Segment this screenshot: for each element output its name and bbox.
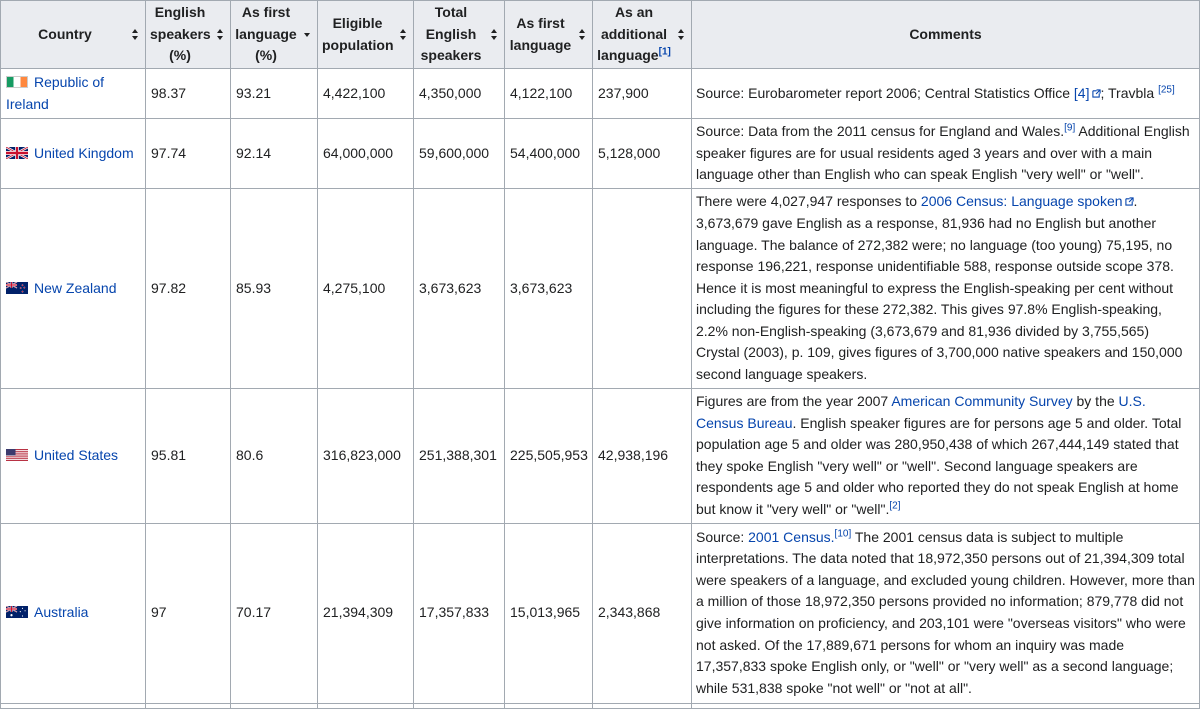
country-link[interactable]: New Zealand [34, 279, 117, 296]
external-link-icon [1125, 197, 1134, 206]
country-cell [1, 69, 146, 119]
reference-link[interactable]: [10] [834, 528, 852, 540]
sort-descending-icon[interactable] [303, 33, 311, 39]
additional-language-cell: 42,938,196 [593, 389, 692, 524]
column-header-additional-language[interactable]: As an additional language[1] [593, 1, 692, 69]
country-link[interactable]: Republic of Ireland [6, 73, 105, 112]
column-header-country[interactable]: Country [1, 1, 146, 69]
reference-link[interactable]: [25] [1158, 84, 1175, 96]
additional-language-cell [593, 189, 692, 389]
sort-icon[interactable] [131, 29, 139, 41]
american-community-survey-link[interactable]: American Community Survey [891, 393, 1073, 409]
comment-cell: Figures are from the year 2007 American Community Survey by the U.S. Census Bureau. English speaker figures are for persons age 5 and older. Total population age 5 and older was 280,950,438 of which 267,444,149 stated that they spoke English "very well" or "well". Second language speakers are respondents age 5 and older who reported they do not speak English at home but know it "very well" or "well".[2] [692, 389, 1200, 524]
external-link[interactable]: 2006 Census: Language spoken [920, 193, 1123, 210]
reference-link[interactable]: [2] [889, 500, 901, 512]
first-language-cell: 3,673,623 [505, 189, 593, 389]
first-language-pct-cell: 80.6 [231, 389, 318, 524]
reference-link[interactable]: [9] [1064, 122, 1076, 134]
ireland-flag-icon [6, 76, 28, 88]
sort-icon[interactable] [677, 29, 685, 41]
census-2001-link[interactable]: 2001 Census. [748, 528, 835, 545]
sort-icon[interactable] [216, 29, 224, 41]
comment-cell: There were 4,027,947 responses to 2006 Census: Language spoken . 3,673,679 gave English as a response, 81,936 had no English but another language. The balance of 272,382 were; no language (too young) 75,195, no response 196,221, response unidentifiable 588, response outside scope 378. Hence it is most meaningful to express the English-speaking per cent without including the figures for these 272,382. This gives 97.8% English-speaking, 2.2% non-English-speaking (3,673,679 and 81,936 divided by 3,755,565) Crystal (2003), p. 109, gives figures of 3,700,000 native speakers and 150,000 second language speakers. [692, 189, 1200, 389]
sort-icon[interactable] [578, 29, 586, 41]
new-zealand-flag-icon [6, 282, 28, 294]
first-language-cell: 54,400,000 [505, 119, 593, 189]
column-header-eligible-population[interactable]: Eligible population [318, 1, 414, 69]
australia-flag-icon [6, 606, 28, 618]
column-header-english-speakers-pct[interactable]: English speakers (%) [146, 1, 231, 69]
sort-icon[interactable] [490, 29, 498, 41]
first-language-pct-cell: 70.17 [231, 523, 318, 703]
eligible-population-cell: 4,422,100 [318, 69, 414, 119]
sort-icon[interactable] [399, 29, 407, 41]
eligible-population-cell: 64,000,000 [318, 119, 414, 189]
total-english-speakers-cell: 17,357,833 [414, 523, 505, 703]
first-language-pct-cell: 85.93 [231, 189, 318, 389]
total-english-speakers-cell: 59,600,000 [414, 119, 505, 189]
eligible-population-cell: 4,275,100 [318, 189, 414, 389]
uk-flag-icon [6, 147, 28, 159]
eligible-population-cell: 21,394,309 [318, 523, 414, 703]
total-english-speakers-cell: 251,388,301 [414, 389, 505, 524]
additional-language-cell: 237,900 [593, 69, 692, 119]
country-link[interactable]: United States [34, 446, 119, 463]
reference-link[interactable]: [1] [658, 46, 671, 58]
comment-cell: Source: Eurobarometer report 2006; Central Statistics Office [4] ; Travbla [25] [692, 69, 1200, 119]
table-row [1, 389, 1200, 524]
english-speakers-pct-cell: 95.81 [146, 389, 231, 524]
column-header-total-english-speakers[interactable]: Total English speakers [414, 1, 505, 69]
country-cell [1, 189, 146, 389]
column-header-comments: Comments [692, 1, 1200, 69]
table-row [1, 189, 1200, 389]
eligible-population-cell: 316,823,000 [318, 389, 414, 524]
country-cell [1, 389, 146, 524]
total-english-speakers-cell: 4,350,000 [414, 69, 505, 119]
table-row [1, 523, 1200, 703]
english-speakers-pct-cell: 98.37 [146, 69, 231, 119]
table-row [1, 119, 1200, 189]
country-cell [1, 523, 146, 703]
total-english-speakers-cell: 3,673,623 [414, 189, 505, 389]
header-row [1, 1, 1200, 69]
country-link[interactable]: United Kingdom [34, 144, 134, 161]
country-cell [1, 119, 146, 189]
table-row [1, 69, 1200, 119]
country-link[interactable]: Australia [34, 604, 89, 621]
english-speakers-pct-cell: 97 [146, 523, 231, 703]
first-language-cell: 4,122,100 [505, 69, 593, 119]
additional-language-cell: 2,343,868 [593, 523, 692, 703]
comment-cell: Source: 2001 Census.[10] The 2001 census data is subject to multiple interpretations. The data noted that 18,972,350 persons out of 21,394,309 total were speakers of a language, and excluded young children. However, more than a million of those 18,972,350 persons provided no information; 879,778 did not give information on proficiency, and 203,101 were "overseas visitors" who were not asked. Of the 17,889,671 persons for whom an inquiry was made 17,357,833 spoke English only, or "well" or "very well" as a second language; while 531,838 spoke "not well" or "not at all". [692, 523, 1200, 703]
first-language-pct-cell: 93.21 [231, 69, 318, 119]
us-flag-icon [6, 449, 28, 461]
external-link[interactable]: [4] [1073, 84, 1090, 101]
first-language-cell: 15,013,965 [505, 523, 593, 703]
comment-cell: Source: Data from the 2011 census for England and Wales.[9] Additional English speaker figures are for usual residents aged 3 years and over with a main language other than English who can speak English "very well" or "well". [692, 119, 1200, 189]
english-speakers-pct-cell: 97.74 [146, 119, 231, 189]
column-header-first-language-pct[interactable]: As first language (%) [231, 1, 318, 69]
first-language-cell: 225,505,953 [505, 389, 593, 524]
english-speakers-pct-cell: 97.82 [146, 189, 231, 389]
additional-language-cell: 5,128,000 [593, 119, 692, 189]
first-language-pct-cell: 92.14 [231, 119, 318, 189]
external-link-icon [1092, 89, 1101, 98]
column-header-first-language[interactable]: As first language [505, 1, 593, 69]
us-census-bureau-link[interactable]: U.S. Census Bureau [696, 393, 1146, 431]
